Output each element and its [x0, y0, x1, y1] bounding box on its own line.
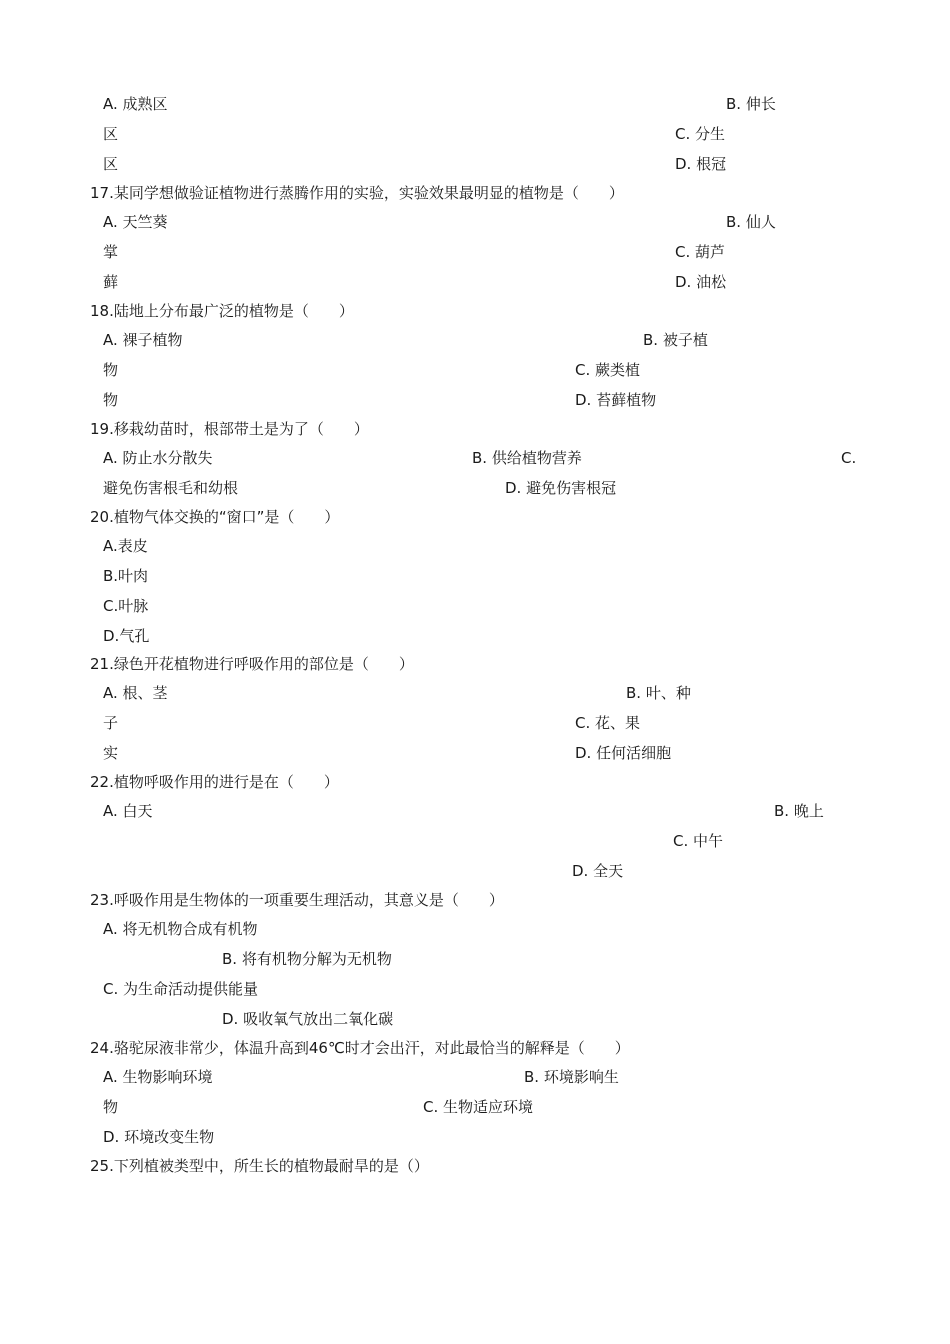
option-line: B. 被子植: [643, 331, 708, 349]
option-line: 区: [103, 125, 119, 143]
option-line: D. 苔藓植物: [575, 391, 657, 409]
option-line: B. 环境影响生: [524, 1068, 619, 1086]
option-line: 物: [103, 1098, 119, 1116]
question-24: 24.骆驼尿液非常少，体温升高到46℃时才会出汗，对此最恰当的解释是（ ）: [90, 1039, 630, 1057]
option-line: C. 葫芦: [675, 243, 726, 261]
option-line: B. 供给植物营养: [472, 449, 582, 467]
option-line: 实: [103, 744, 119, 762]
option-line: D. 环境改变生物: [103, 1128, 215, 1146]
option-line: 物: [103, 391, 119, 409]
option-line: A. 裸子植物: [103, 331, 183, 349]
option-line: D. 全天: [572, 862, 624, 880]
option-line: A. 成熟区: [103, 95, 168, 113]
option-line: A. 将无机物合成有机物: [103, 920, 258, 938]
option-line: 区: [103, 155, 119, 173]
option-line: 物: [103, 361, 119, 379]
option-line: C. 分生: [675, 125, 726, 143]
option-line: D. 避免伤害根冠: [505, 479, 617, 497]
option-line: C. 花、果: [575, 714, 641, 732]
option-line: B. 叶、种: [626, 684, 691, 702]
option-line: A.表皮: [103, 537, 148, 555]
question-23: 23.呼吸作用是生物体的一项重要生理活动，其意义是（ ）: [90, 891, 504, 909]
option-line: C. 生物适应环境: [423, 1098, 534, 1116]
option-line: D. 油松: [675, 273, 727, 291]
option-line: C. 中午: [673, 832, 724, 850]
option-line: D. 吸收氧气放出二氧化碳: [222, 1010, 394, 1028]
question-25: 25.下列植被类型中，所生长的植物最耐旱的是（）: [90, 1157, 429, 1175]
option-line: B.叶肉: [103, 567, 149, 585]
question-18: 18.陆地上分布最广泛的植物是（ ）: [90, 302, 354, 320]
question-21: 21.绿色开花植物进行呼吸作用的部位是（ ）: [90, 655, 414, 673]
option-line: 藓: [103, 273, 119, 291]
option-line: 掌: [103, 243, 119, 261]
question-19: 19.移栽幼苗时，根部带土是为了（ ）: [90, 420, 369, 438]
option-line: 子: [103, 714, 119, 732]
option-line: A. 白天: [103, 802, 153, 820]
option-line: C.: [841, 449, 857, 467]
option-line: C.叶脉: [103, 597, 149, 615]
option-line: B. 晚上: [774, 802, 824, 820]
option-line: C. 蕨类植: [575, 361, 641, 379]
option-line: A. 根、茎: [103, 684, 168, 702]
option-line: B. 伸长: [726, 95, 776, 113]
question-22: 22.植物呼吸作用的进行是在（ ）: [90, 773, 339, 791]
option-line: 避免伤害根毛和幼根: [103, 479, 239, 497]
option-line: A. 天竺葵: [103, 213, 168, 231]
option-line: A. 生物影响环境: [103, 1068, 213, 1086]
option-line: D.气孔: [103, 627, 150, 645]
option-line: C. 为生命活动提供能量: [103, 980, 259, 998]
question-17: 17.某同学想做验证植物进行蒸腾作用的实验，实验效果最明显的植物是（ ）: [90, 184, 624, 202]
option-line: D. 根冠: [675, 155, 727, 173]
question-20: 20.植物气体交换的“窗口”是（ ）: [90, 508, 340, 526]
option-line: A. 防止水分散失: [103, 449, 213, 467]
option-line: D. 任何活细胞: [575, 744, 672, 762]
option-line: B. 将有机物分解为无机物: [222, 950, 392, 968]
option-line: B. 仙人: [726, 213, 776, 231]
